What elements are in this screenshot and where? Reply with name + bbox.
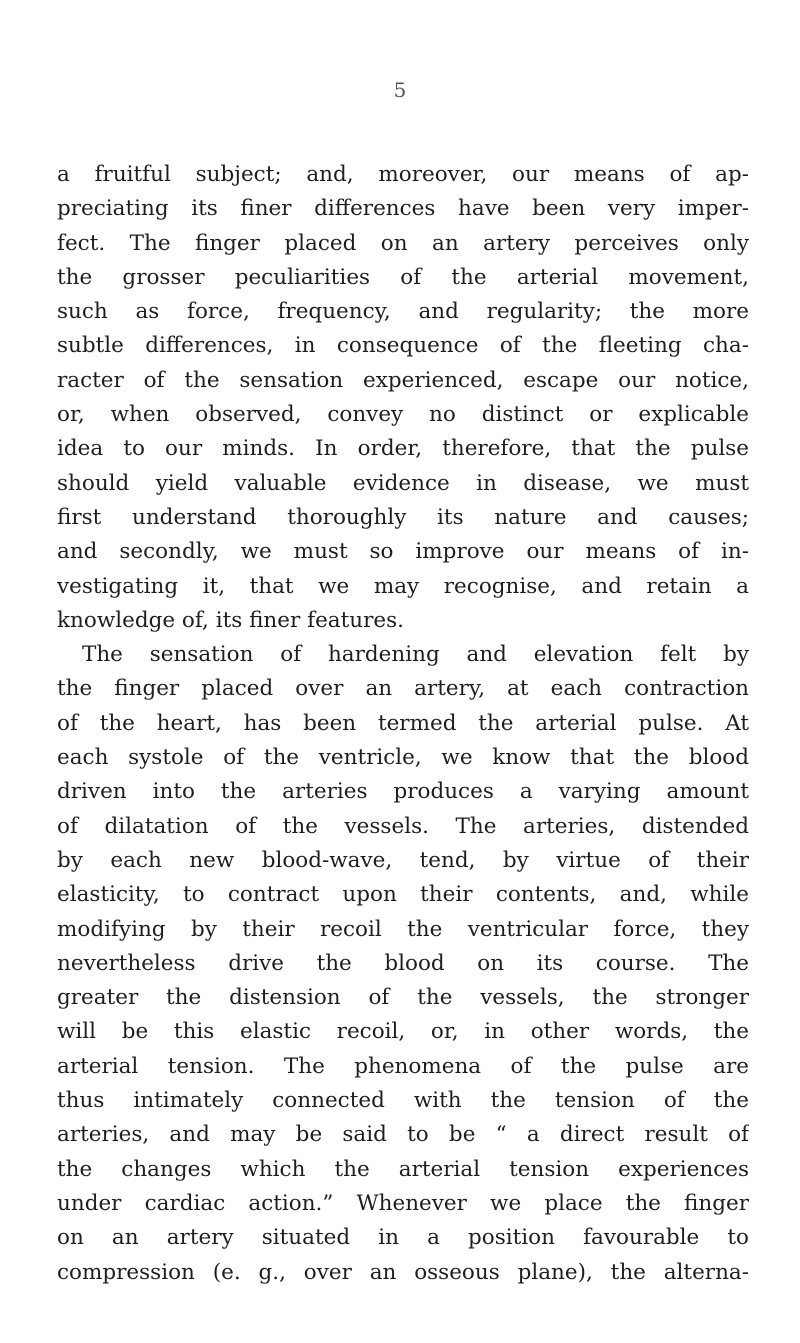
text-line: or, when observed, convey no distinct or explicable bbox=[57, 402, 749, 428]
text-line: such as force, frequency, and regularity; the more bbox=[57, 299, 749, 325]
text-line: and secondly, we must so improve our means of in- bbox=[57, 539, 749, 565]
page-number: 5 bbox=[393, 78, 407, 102]
text-line: arterial tension. The phenomena of the pulse are bbox=[57, 1053, 749, 1079]
text-line: by each new blood-wave, tend, by virtue of their bbox=[57, 847, 749, 873]
text-line: greater the distension of the vessels, the stronger bbox=[57, 985, 749, 1011]
text-line: each systole of the ventricle, we know that the blood bbox=[57, 745, 749, 771]
text-line: of the heart, has been termed the arterial pulse. At bbox=[57, 710, 749, 736]
text-line: the changes which the arterial tension experiences bbox=[57, 1156, 749, 1182]
text-line: the finger placed over an artery, at each contraction bbox=[57, 676, 749, 702]
text-line: should yield valuable evidence in disease, we must bbox=[57, 470, 749, 496]
text-line: thus intimately connected with the tension of the bbox=[57, 1088, 749, 1114]
text-line: a fruitful subject; and, moreover, our means of ap- bbox=[57, 162, 749, 187]
text-line: nevertheless drive the blood on its course. The bbox=[57, 950, 749, 976]
text-line: knowledge of, its finer features. bbox=[57, 607, 404, 633]
text-line: modifying by their recoil the ventricular force, they bbox=[57, 916, 749, 942]
text-line: of dilatation of the vessels. The arteries, distended bbox=[57, 813, 749, 839]
text-line: elasticity, to contract upon their contents, and, while bbox=[57, 882, 749, 908]
text-line: racter of the sensation experienced, escape our notice, bbox=[57, 367, 749, 393]
body-text bbox=[57, 158, 749, 1290]
text-line: will be this elastic recoil, or, in other words, the bbox=[57, 1019, 749, 1045]
text-line: on an artery situated in a position favourable to bbox=[57, 1225, 749, 1251]
text-line: The sensation of hardening and elevation felt by bbox=[82, 642, 749, 668]
text-line: first understand thoroughly its nature and causes; bbox=[57, 504, 749, 530]
text-line: vestigating it, that we may recognise, and retain a bbox=[57, 573, 749, 599]
text-line: subtle differences, in consequence of the fleeting cha- bbox=[57, 333, 749, 359]
text-line: compression (e. g., over an osseous plane), the alterna- bbox=[57, 1259, 749, 1285]
text-line: preciating its finer differences have been very imper- bbox=[57, 196, 749, 222]
text-line: driven into the arteries produces a varying amount bbox=[57, 779, 749, 805]
text-line: arteries, and may be said to be “ a direct result of bbox=[57, 1122, 749, 1148]
text-line: fect. The finger placed on an artery perceives only bbox=[57, 230, 749, 256]
text-line: the grosser peculiarities of the arterial movement, bbox=[57, 264, 749, 290]
text-line: idea to our minds. In order, therefore, that the pulse bbox=[57, 436, 749, 462]
text-line: under cardiac action.” Whenever we place the finger bbox=[57, 1190, 749, 1216]
